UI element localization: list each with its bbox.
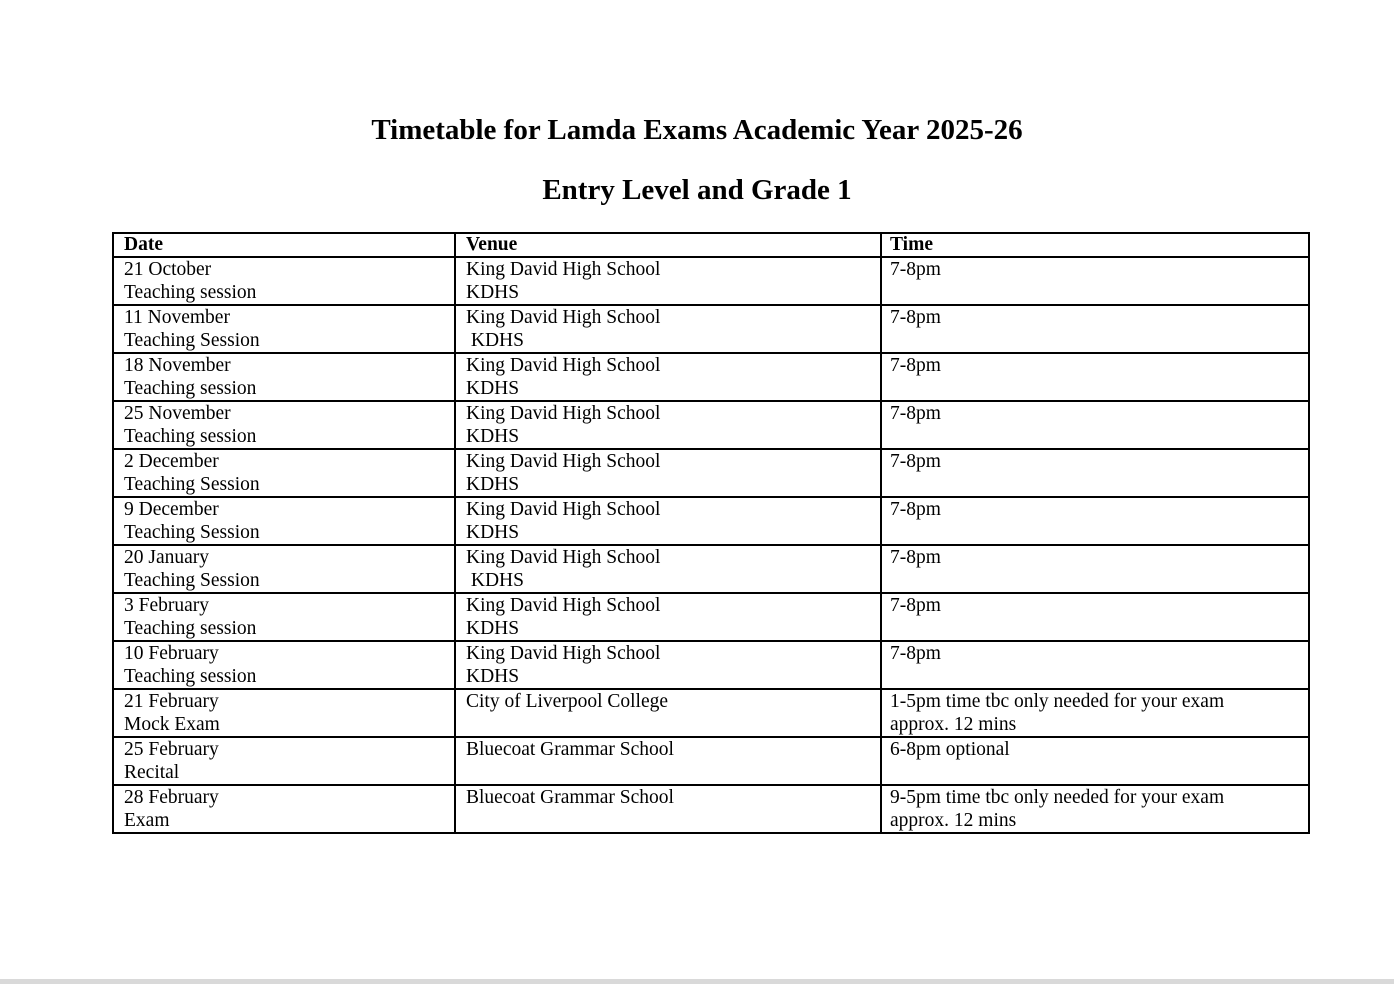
table-row [113, 305, 1309, 353]
time-time-text: 7-8pm [890, 643, 941, 664]
time-cell [881, 305, 1309, 353]
time-cell [881, 593, 1309, 641]
time-cell [881, 737, 1309, 785]
table-row [113, 497, 1309, 545]
viewer-bottom-edge [0, 979, 1394, 984]
date-session-text: Teaching Session [124, 330, 260, 351]
time-time-note-text: approx. 12 mins [890, 714, 1017, 735]
venue-venue-text: King David High School [466, 643, 661, 664]
venue-cell [455, 497, 881, 545]
date-cell [113, 593, 455, 641]
venue-venue-text: King David High School [466, 307, 661, 328]
table-header-row [113, 233, 1309, 257]
date-date-text: 20 January [124, 547, 210, 568]
table-row [113, 449, 1309, 497]
page-subtitle: Entry Level and Grade 1 [542, 174, 852, 206]
venue-cell [455, 737, 881, 785]
time-time-text: 6-8pm optional [890, 739, 1010, 760]
date-cell [113, 401, 455, 449]
venue-venue-code-text: KDHS [466, 330, 524, 351]
venue-venue-code-text: KDHS [466, 666, 520, 687]
date-cell [113, 641, 455, 689]
venue-venue-code-text: KDHS [466, 378, 520, 399]
date-session-text: Teaching session [124, 426, 257, 447]
time-time-text: 7-8pm [890, 355, 941, 376]
date-cell [113, 545, 455, 593]
date-cell [113, 305, 455, 353]
date-cell [113, 689, 455, 737]
time-cell [881, 689, 1309, 737]
table-row [113, 257, 1309, 305]
time-time-text: 7-8pm [890, 595, 941, 616]
table-row [113, 545, 1309, 593]
time-cell [881, 449, 1309, 497]
venue-venue-text: King David High School [466, 499, 661, 520]
venue-venue-text: Bluecoat Grammar School [466, 739, 674, 760]
time-time-text: 7-8pm [890, 547, 941, 568]
table-row [113, 641, 1309, 689]
venue-venue-text: King David High School [466, 259, 661, 280]
date-date-text: 21 February [124, 691, 219, 712]
venue-cell [455, 593, 881, 641]
venue-cell [455, 785, 881, 833]
date-session-text: Teaching Session [124, 570, 260, 591]
date-session-text: Exam [124, 810, 170, 831]
date-date-text: 18 November [124, 355, 231, 376]
venue-venue-code-text: KDHS [466, 618, 520, 639]
venue-venue-code-text: KDHS [466, 282, 520, 303]
date-date-text: 3 February [124, 595, 210, 616]
date-cell [113, 257, 455, 305]
venue-cell [455, 641, 881, 689]
date-date-text: 11 November [124, 307, 230, 328]
time-cell [881, 257, 1309, 305]
date-session-text: Mock Exam [124, 714, 220, 735]
page-title: Timetable for Lamda Exams Academic Year 2025-26 [371, 114, 1023, 146]
column-header-date: Date [113, 233, 455, 257]
date-date-text: 9 December [124, 499, 219, 520]
time-cell [881, 785, 1309, 833]
venue-venue-code-text: KDHS [466, 474, 520, 495]
date-cell [113, 353, 455, 401]
date-cell [113, 497, 455, 545]
table-row [113, 785, 1309, 833]
date-session-text: Teaching session [124, 618, 257, 639]
date-date-text: 25 February [124, 739, 219, 760]
date-session-text: Teaching Session [124, 522, 260, 543]
venue-venue-text: King David High School [466, 547, 661, 568]
venue-venue-text: King David High School [466, 403, 661, 424]
time-time-text: 9-5pm time tbc only needed for your exam [890, 787, 1225, 808]
venue-venue-code-text: KDHS [466, 570, 524, 591]
time-time-text: 7-8pm [890, 403, 941, 424]
time-time-text: 7-8pm [890, 451, 941, 472]
date-session-text: Teaching session [124, 378, 257, 399]
table-row [113, 737, 1309, 785]
time-time-text: 7-8pm [890, 259, 941, 280]
venue-cell [455, 401, 881, 449]
venue-venue-code-text: KDHS [466, 426, 520, 447]
table-row [113, 401, 1309, 449]
venue-cell [455, 353, 881, 401]
venue-cell [455, 689, 881, 737]
venue-cell [455, 257, 881, 305]
table-row [113, 353, 1309, 401]
date-date-text: 10 February [124, 643, 219, 664]
time-cell [881, 641, 1309, 689]
timetable [112, 232, 1310, 834]
date-date-text: 21 October [124, 259, 212, 280]
date-session-text: Recital [124, 762, 180, 783]
table-row [113, 689, 1309, 737]
date-cell [113, 737, 455, 785]
time-cell [881, 497, 1309, 545]
venue-venue-text: King David High School [466, 355, 661, 376]
time-time-text: 7-8pm [890, 307, 941, 328]
venue-venue-text: Bluecoat Grammar School [466, 787, 674, 808]
time-cell [881, 401, 1309, 449]
column-header-time: Time [881, 233, 1309, 257]
venue-venue-text: City of Liverpool College [466, 691, 669, 712]
table-row [113, 593, 1309, 641]
venue-venue-text: King David High School [466, 451, 661, 472]
venue-venue-code-text: KDHS [466, 522, 520, 543]
time-time-note-text: approx. 12 mins [890, 810, 1017, 831]
date-date-text: 25 November [124, 403, 231, 424]
date-date-text: 2 December [124, 451, 219, 472]
date-date-text: 28 February [124, 787, 219, 808]
date-session-text: Teaching session [124, 282, 257, 303]
time-cell [881, 353, 1309, 401]
venue-cell [455, 545, 881, 593]
column-header-venue: Venue [455, 233, 881, 257]
time-time-text: 1-5pm time tbc only needed for your exam [890, 691, 1225, 712]
venue-cell [455, 305, 881, 353]
date-session-text: Teaching Session [124, 474, 260, 495]
time-cell [881, 545, 1309, 593]
venue-cell [455, 449, 881, 497]
date-session-text: Teaching session [124, 666, 257, 687]
date-cell [113, 449, 455, 497]
venue-venue-text: King David High School [466, 595, 661, 616]
date-cell [113, 785, 455, 833]
time-time-text: 7-8pm [890, 499, 941, 520]
